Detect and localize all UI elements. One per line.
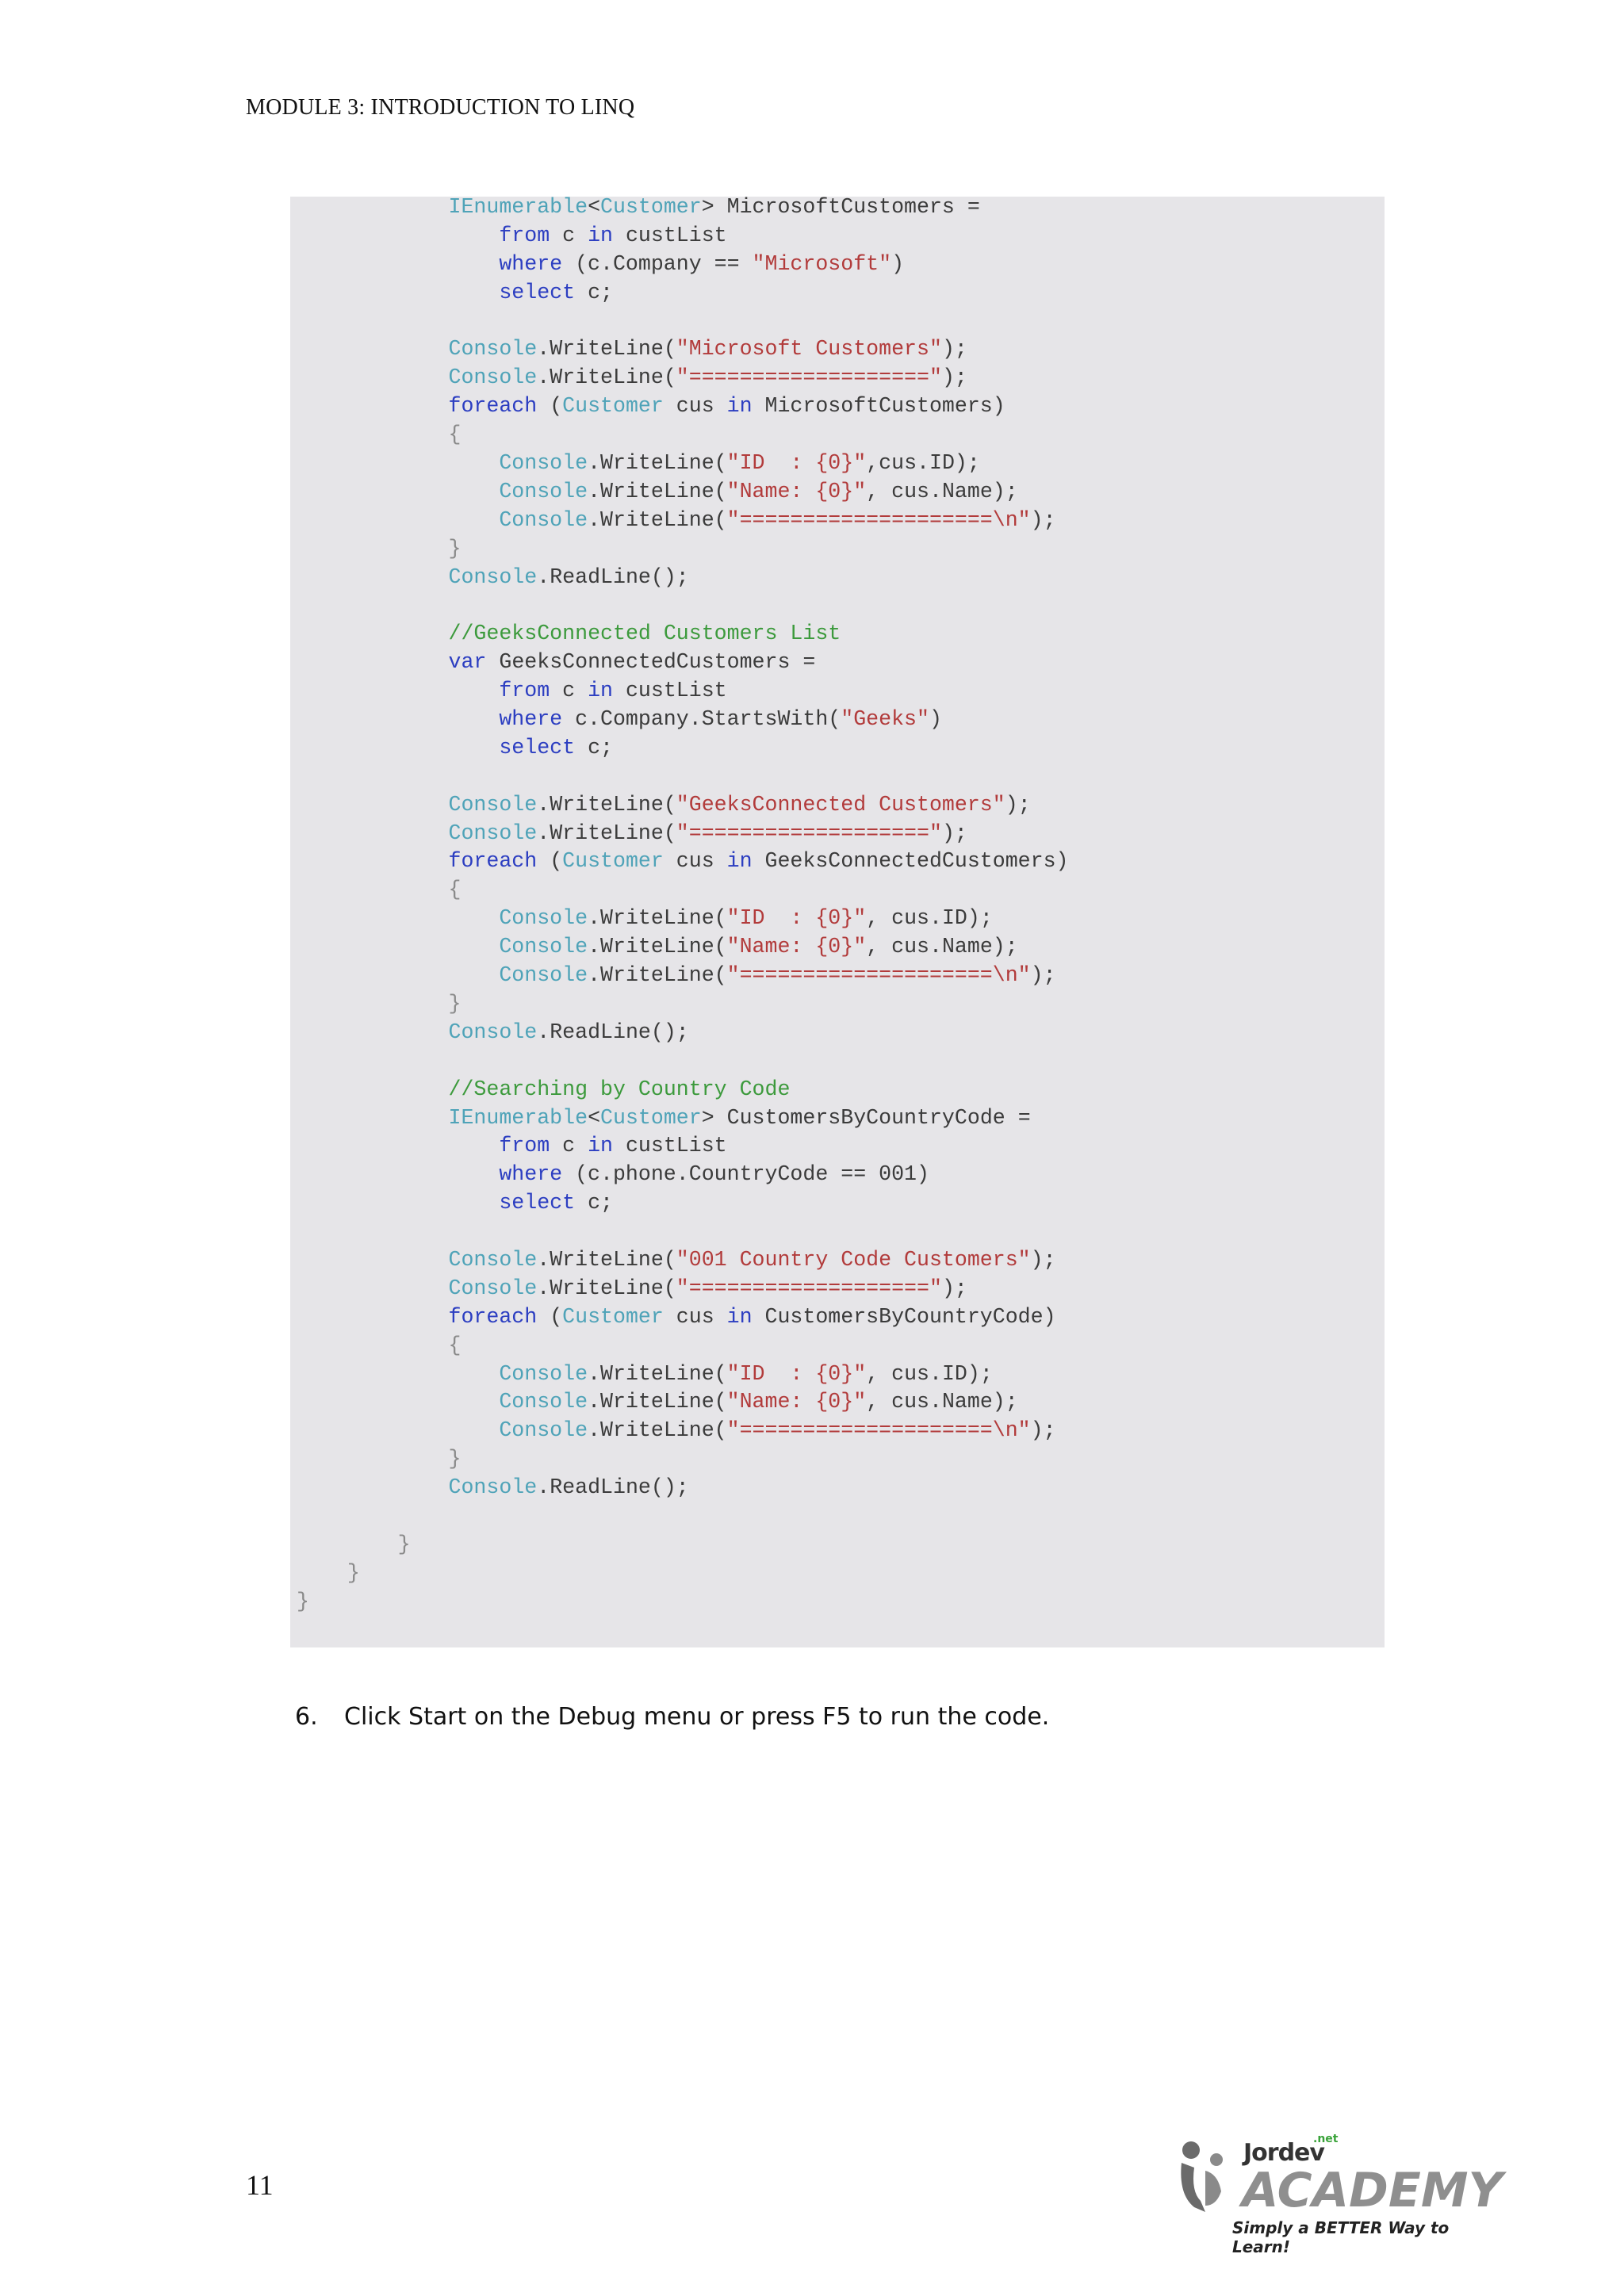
code-token: .WriteLine( xyxy=(588,906,727,931)
code-token: cus xyxy=(663,1304,727,1329)
code-token: ); xyxy=(1030,507,1056,532)
code-token xyxy=(297,650,449,674)
code-token xyxy=(297,451,499,475)
code-token: foreach xyxy=(448,394,538,419)
code-token: ( xyxy=(537,849,563,874)
code-token: select xyxy=(499,1191,576,1215)
code-line xyxy=(297,421,1069,450)
code-token xyxy=(297,337,449,361)
step-text: Click Start on the Debug menu or press F5 to run the code. xyxy=(344,1703,1050,1731)
code-line xyxy=(297,450,1069,478)
code-token: } xyxy=(297,1532,411,1556)
code-token: Customer xyxy=(600,1105,702,1130)
code-token: ); xyxy=(1005,792,1031,817)
code-line xyxy=(297,193,1069,222)
code-token: .WriteLine( xyxy=(588,1361,727,1386)
code-token: "Name: {0}" xyxy=(726,479,867,503)
code-token xyxy=(297,849,449,873)
code-line xyxy=(297,1360,1069,1389)
code-line xyxy=(297,905,1069,933)
code-token: ); xyxy=(1030,1418,1056,1443)
code-token: .WriteLine( xyxy=(588,1418,727,1443)
code-token: ); xyxy=(1030,963,1056,988)
instruction-step xyxy=(295,1703,1049,1731)
code-token: } xyxy=(297,1589,309,1613)
code-line xyxy=(297,564,1069,592)
code-line xyxy=(297,1303,1069,1332)
code-token: (c.phone.CountryCode == 001) xyxy=(562,1162,929,1187)
code-line xyxy=(297,591,1069,620)
code-line xyxy=(297,478,1069,507)
code-token xyxy=(297,1475,449,1499)
code-token: in xyxy=(726,1304,753,1329)
code-token: > CustomersByCountryCode = xyxy=(701,1105,1031,1130)
code-line xyxy=(297,1189,1069,1218)
code-token xyxy=(297,565,449,589)
code-token: //GeeksConnected Customers List xyxy=(448,622,841,646)
code-token: ) xyxy=(929,707,942,732)
code-token: in xyxy=(726,394,753,419)
code-token: "GeeksConnected Customers" xyxy=(676,792,1005,817)
code-line xyxy=(297,392,1069,421)
code-token: .WriteLine( xyxy=(588,1390,727,1414)
code-token: Console xyxy=(499,507,588,532)
jordev-academy-logo xyxy=(1174,2133,1507,2256)
code-token: ); xyxy=(941,365,967,390)
code-token: > MicrosoftCustomers = xyxy=(701,195,980,219)
code-token: custList xyxy=(613,1134,727,1158)
code-line xyxy=(297,279,1069,308)
code-token: , cus.Name); xyxy=(866,935,1018,959)
page-header: MODULE 3: INTRODUCTION TO LINQ xyxy=(246,95,635,120)
code-token: Console xyxy=(448,792,538,817)
code-token: Console xyxy=(448,365,538,390)
code-token: Console xyxy=(499,1390,588,1414)
code-token: .WriteLine( xyxy=(537,792,676,817)
code-line xyxy=(297,848,1069,876)
code-token: cus xyxy=(663,849,727,874)
code-token: } xyxy=(297,1560,360,1585)
code-line xyxy=(297,763,1069,791)
code-token: "Microsoft Customers" xyxy=(676,337,942,362)
code-token xyxy=(297,679,499,702)
code-token: Customer xyxy=(562,1304,664,1329)
code-token: "ID : {0}" xyxy=(726,906,867,931)
code-line xyxy=(297,677,1069,706)
code-token xyxy=(297,906,499,930)
code-line xyxy=(297,507,1069,535)
code-token: < xyxy=(588,1105,601,1130)
code-line xyxy=(297,335,1069,364)
code-token xyxy=(297,622,449,645)
code-line xyxy=(297,734,1069,763)
logo-brand: Jordev xyxy=(1243,2139,1324,2167)
code-token: Console xyxy=(448,337,538,362)
code-token: c; xyxy=(575,1191,613,1215)
code-token: CustomersByCountryCode) xyxy=(752,1304,1056,1329)
code-token: Customer xyxy=(600,195,702,219)
code-token: { xyxy=(297,423,462,447)
code-token: .ReadLine(); xyxy=(537,1475,689,1500)
page-number: 11 xyxy=(246,2169,274,2201)
code-block xyxy=(297,193,1069,1617)
code-token: c xyxy=(550,1134,588,1158)
code-token: .WriteLine( xyxy=(588,963,727,988)
code-token: "Geeks" xyxy=(841,707,929,732)
code-token: Console xyxy=(499,1361,588,1386)
code-token: .ReadLine(); xyxy=(537,564,689,589)
code-token: { xyxy=(297,1333,462,1357)
code-token xyxy=(297,963,499,987)
code-token: , cus.ID); xyxy=(866,906,993,931)
code-token xyxy=(297,394,449,418)
code-token: Console xyxy=(448,821,538,845)
code-token xyxy=(297,1191,499,1215)
code-token: "====================\n" xyxy=(726,507,1031,532)
code-line xyxy=(297,1474,1069,1502)
logo-tagline: Simply a BETTER Way to Learn! xyxy=(1232,2218,1450,2256)
code-token: "===================" xyxy=(676,1276,942,1300)
code-token: GeeksConnectedCustomers = xyxy=(486,650,816,675)
code-line xyxy=(297,1559,1069,1588)
code-token xyxy=(297,252,499,276)
code-token xyxy=(297,793,449,817)
code-token: "Name: {0}" xyxy=(726,935,867,959)
code-token: ); xyxy=(1030,1247,1056,1272)
code-token xyxy=(297,707,499,731)
code-token: custList xyxy=(613,679,727,703)
code-token: where xyxy=(499,251,563,276)
code-token xyxy=(297,224,499,247)
code-token: "===================" xyxy=(676,365,942,390)
code-line xyxy=(297,620,1069,649)
code-token: from xyxy=(499,679,550,703)
code-token xyxy=(297,736,499,760)
code-token: } xyxy=(297,536,462,561)
code-line xyxy=(297,222,1069,251)
code-token: Console xyxy=(448,1475,538,1500)
code-token: where xyxy=(499,707,563,732)
code-token xyxy=(297,1162,499,1186)
code-token: Console xyxy=(448,1276,538,1300)
code-line xyxy=(297,1445,1069,1474)
code-token: Console xyxy=(499,906,588,931)
code-token: IEnumerable xyxy=(448,195,588,219)
step-number: 6. xyxy=(295,1703,318,1731)
code-token: "Microsoft" xyxy=(752,251,892,276)
code-token xyxy=(297,281,499,304)
code-token: { xyxy=(297,878,462,902)
code-token xyxy=(297,1020,449,1044)
code-token: GeeksConnectedCustomers) xyxy=(752,849,1069,874)
code-token: "ID : {0}" xyxy=(726,451,867,476)
code-line xyxy=(297,1332,1069,1360)
code-token: foreach xyxy=(448,849,538,874)
code-token xyxy=(297,1077,449,1101)
code-token: c xyxy=(550,223,588,247)
code-token: in xyxy=(588,1134,613,1158)
code-token: Console xyxy=(448,1020,538,1044)
code-token: "001 Country Code Customers" xyxy=(676,1247,1031,1272)
code-token: c; xyxy=(575,280,613,304)
code-token: c xyxy=(550,679,588,703)
code-token: , cus.ID); xyxy=(866,1361,993,1386)
code-token: in xyxy=(588,223,613,247)
code-token xyxy=(297,195,449,219)
code-token: Console xyxy=(448,564,538,589)
code-line xyxy=(297,1275,1069,1303)
code-token: c.Company.StartsWith( xyxy=(562,707,841,732)
code-token: IEnumerable xyxy=(448,1105,588,1130)
code-line xyxy=(297,1218,1069,1246)
code-token xyxy=(297,935,499,959)
code-token: < xyxy=(588,195,601,219)
code-line xyxy=(297,791,1069,820)
code-line xyxy=(297,1132,1069,1161)
code-token xyxy=(297,1276,449,1300)
code-line xyxy=(297,820,1069,848)
code-line xyxy=(297,1531,1069,1559)
code-token: (c.Company == xyxy=(562,251,753,276)
code-token: Console xyxy=(448,1247,538,1272)
code-token: where xyxy=(499,1162,563,1187)
code-line xyxy=(297,1588,1069,1617)
code-line xyxy=(297,876,1069,905)
code-token: .WriteLine( xyxy=(588,935,727,959)
code-token: var xyxy=(448,650,487,675)
code-token: .WriteLine( xyxy=(588,507,727,532)
code-line xyxy=(297,990,1069,1019)
code-token: //Searching by Country Code xyxy=(448,1077,791,1101)
code-line xyxy=(297,962,1069,990)
code-token: .WriteLine( xyxy=(588,451,727,476)
code-token: ); xyxy=(941,821,967,845)
code-token xyxy=(297,1106,449,1130)
figure-icon xyxy=(1174,2139,1237,2226)
code-token: Customer xyxy=(562,394,664,419)
code-token: "====================\n" xyxy=(726,1418,1031,1443)
code-token: MicrosoftCustomers) xyxy=(752,394,1005,419)
code-token: ); xyxy=(941,1276,967,1300)
code-token: Customer xyxy=(562,849,664,874)
code-line xyxy=(297,1019,1069,1047)
logo-net: .net xyxy=(1313,2133,1339,2145)
code-token: .WriteLine( xyxy=(537,1276,676,1300)
code-line xyxy=(297,251,1069,279)
code-token xyxy=(297,821,449,845)
code-line xyxy=(297,1388,1069,1417)
code-token: } xyxy=(297,991,462,1016)
code-token: c; xyxy=(575,735,613,760)
code-token xyxy=(297,480,499,503)
code-token: ); xyxy=(941,337,967,362)
code-token xyxy=(297,365,449,389)
code-token: "===================" xyxy=(676,821,942,845)
code-token: in xyxy=(726,849,753,874)
code-token: ( xyxy=(537,1304,563,1329)
code-token: "ID : {0}" xyxy=(726,1361,867,1386)
code-token xyxy=(297,1390,499,1414)
code-token: custList xyxy=(613,223,727,247)
code-line xyxy=(297,1104,1069,1133)
code-token: foreach xyxy=(448,1304,538,1329)
code-token: Console xyxy=(499,451,588,476)
code-token xyxy=(297,1418,499,1442)
code-line xyxy=(297,933,1069,962)
code-token xyxy=(297,1248,449,1272)
code-line xyxy=(297,1502,1069,1531)
code-token: } xyxy=(297,1447,462,1471)
code-line xyxy=(297,308,1069,336)
code-line xyxy=(297,535,1069,564)
code-token: from xyxy=(499,1134,550,1158)
code-token: select xyxy=(499,280,576,304)
code-token: .WriteLine( xyxy=(537,337,676,362)
code-token: "====================\n" xyxy=(726,963,1031,988)
code-token: "Name: {0}" xyxy=(726,1390,867,1414)
code-token xyxy=(297,508,499,532)
code-token: from xyxy=(499,223,550,247)
code-token: cus xyxy=(663,394,727,419)
code-line xyxy=(297,1417,1069,1445)
code-token: ,cus.ID); xyxy=(866,451,980,476)
code-line xyxy=(297,649,1069,677)
code-token: ( xyxy=(537,394,563,419)
code-token: , cus.Name); xyxy=(866,1390,1018,1414)
code-token: Console xyxy=(499,1418,588,1443)
code-line xyxy=(297,1246,1069,1275)
code-line xyxy=(297,1076,1069,1104)
code-token: .WriteLine( xyxy=(537,1247,676,1272)
code-token: Console xyxy=(499,963,588,988)
code-line xyxy=(297,1161,1069,1189)
code-token xyxy=(297,1362,499,1386)
code-line xyxy=(297,706,1069,734)
code-token: in xyxy=(588,679,613,703)
code-token xyxy=(297,1305,449,1329)
code-token xyxy=(297,1134,499,1158)
code-token: .WriteLine( xyxy=(537,821,676,845)
code-token: Console xyxy=(499,479,588,503)
code-token: .WriteLine( xyxy=(537,365,676,390)
logo-academy: ACADEMY xyxy=(1242,2163,1503,2218)
code-token: Console xyxy=(499,935,588,959)
code-line xyxy=(297,364,1069,392)
code-token: , cus.Name); xyxy=(866,479,1018,503)
code-token: .WriteLine( xyxy=(588,479,727,503)
code-line xyxy=(297,1047,1069,1076)
code-token: ) xyxy=(891,251,905,276)
code-token: .ReadLine(); xyxy=(537,1020,689,1044)
code-token: select xyxy=(499,735,576,760)
